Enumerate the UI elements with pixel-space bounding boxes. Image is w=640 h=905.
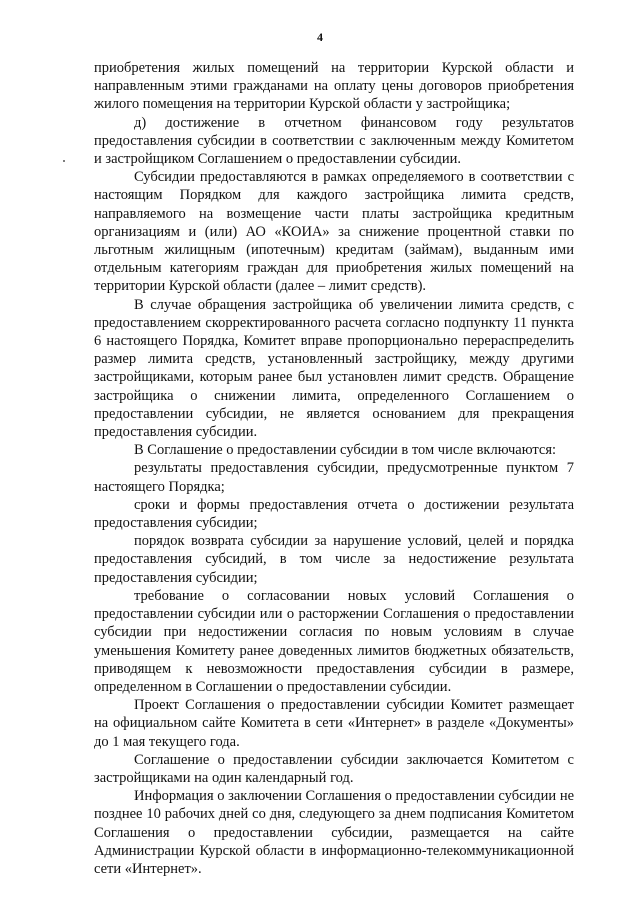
paragraph-11: Соглашение о предоставлении субсидии заключается Комитетом с застройщиками на один календарный год. <box>94 751 574 786</box>
paragraph-1: приобретения жилых помещений на территории Курской области и направленным этими гражданами на оплату цены договоров приобретения жилого помещения на территории Курской области у застройщика; <box>94 60 574 113</box>
paragraph-5: В Соглашение о предоставлении субсидии в том числе включаются: <box>134 442 557 459</box>
paragraph-9: требование о согласовании новых условий Соглашения о предоставлении субсидии или о расторжении Соглашения о предоставлении субсидии при недостижении согласия по новым условиям в случае уменьшения Комитету ранее доведенных лимитов бюджетных обязательств, приводящем к невозможности предоставления субсидии в размере, определенном в Соглашении о предоставлении субсидии. <box>94 587 574 695</box>
document-body <box>94 59 574 878</box>
margin-mark <box>63 160 65 162</box>
paragraph-8: порядок возврата субсидии за нарушение условий, целей и порядка предоставления субсидий, в том числе за недостижение результата предоставления субсидии; <box>94 533 574 586</box>
paragraph-12: Информация о заключении Соглашения о предоставлении субсидии не позднее 10 рабочих дней со дня, следующего за днем подписания Комитетом Соглашения о предоставлении субсидии, размещается на сайте Администрации Курской области в информационно-телекоммуникационной сети «Интернет». <box>94 788 575 877</box>
paragraph-7: сроки и формы предоставления отчета о достижении результата предоставления субсидии; <box>94 496 574 532</box>
paragraph-3: Субсидии предоставляются в рамках определяемого в соответствии с настоящим Порядком для каждого застройщика лимита средств, направляемого на возмещение части платы застройщика кредитным организациям и (или) АО «КОИА» за снижение процентной ставки по льготным жилищным (ипотечным) кредитам (займам), выданным ими отдельным категориям граждан для приобретения жилых помещений на территории Курской области (далее – лимит средств). <box>94 169 574 295</box>
paragraph-2: д) достижение в отчетном финансовом году результатов предоставления субсидии в соответствии с заключенным между Комитетом и застройщиком Соглашением о предоставлении субсидии. <box>94 114 574 168</box>
paragraph-10: Проект Соглашения о предоставлении субсидии Комитет размещает на официальном сайте Комитета в сети «Интернет» в разделе «Документы» до 1 мая текущего года. <box>94 697 574 750</box>
paragraph-4: В случае обращения застройщика об увеличении лимита средств, с предоставлением скорректированного расчета согласно подпункту 11 пункта 6 настоящего Порядка, Комитет вправе пропорционально перераспределить размер лимита средств, установленный застройщику, между другими застройщиками, которым ранее был установлен лимит средств. Обращение застройщика о снижении лимита, определенного Соглашением о предоставлении субсидии, не является основанием для прекращения предоставления субсидии. <box>94 296 574 441</box>
paragraph-6: результаты предоставления субсидии, предусмотренные пунктом 7 настоящего Порядка; <box>94 460 574 495</box>
page-number: 4 <box>317 30 323 44</box>
